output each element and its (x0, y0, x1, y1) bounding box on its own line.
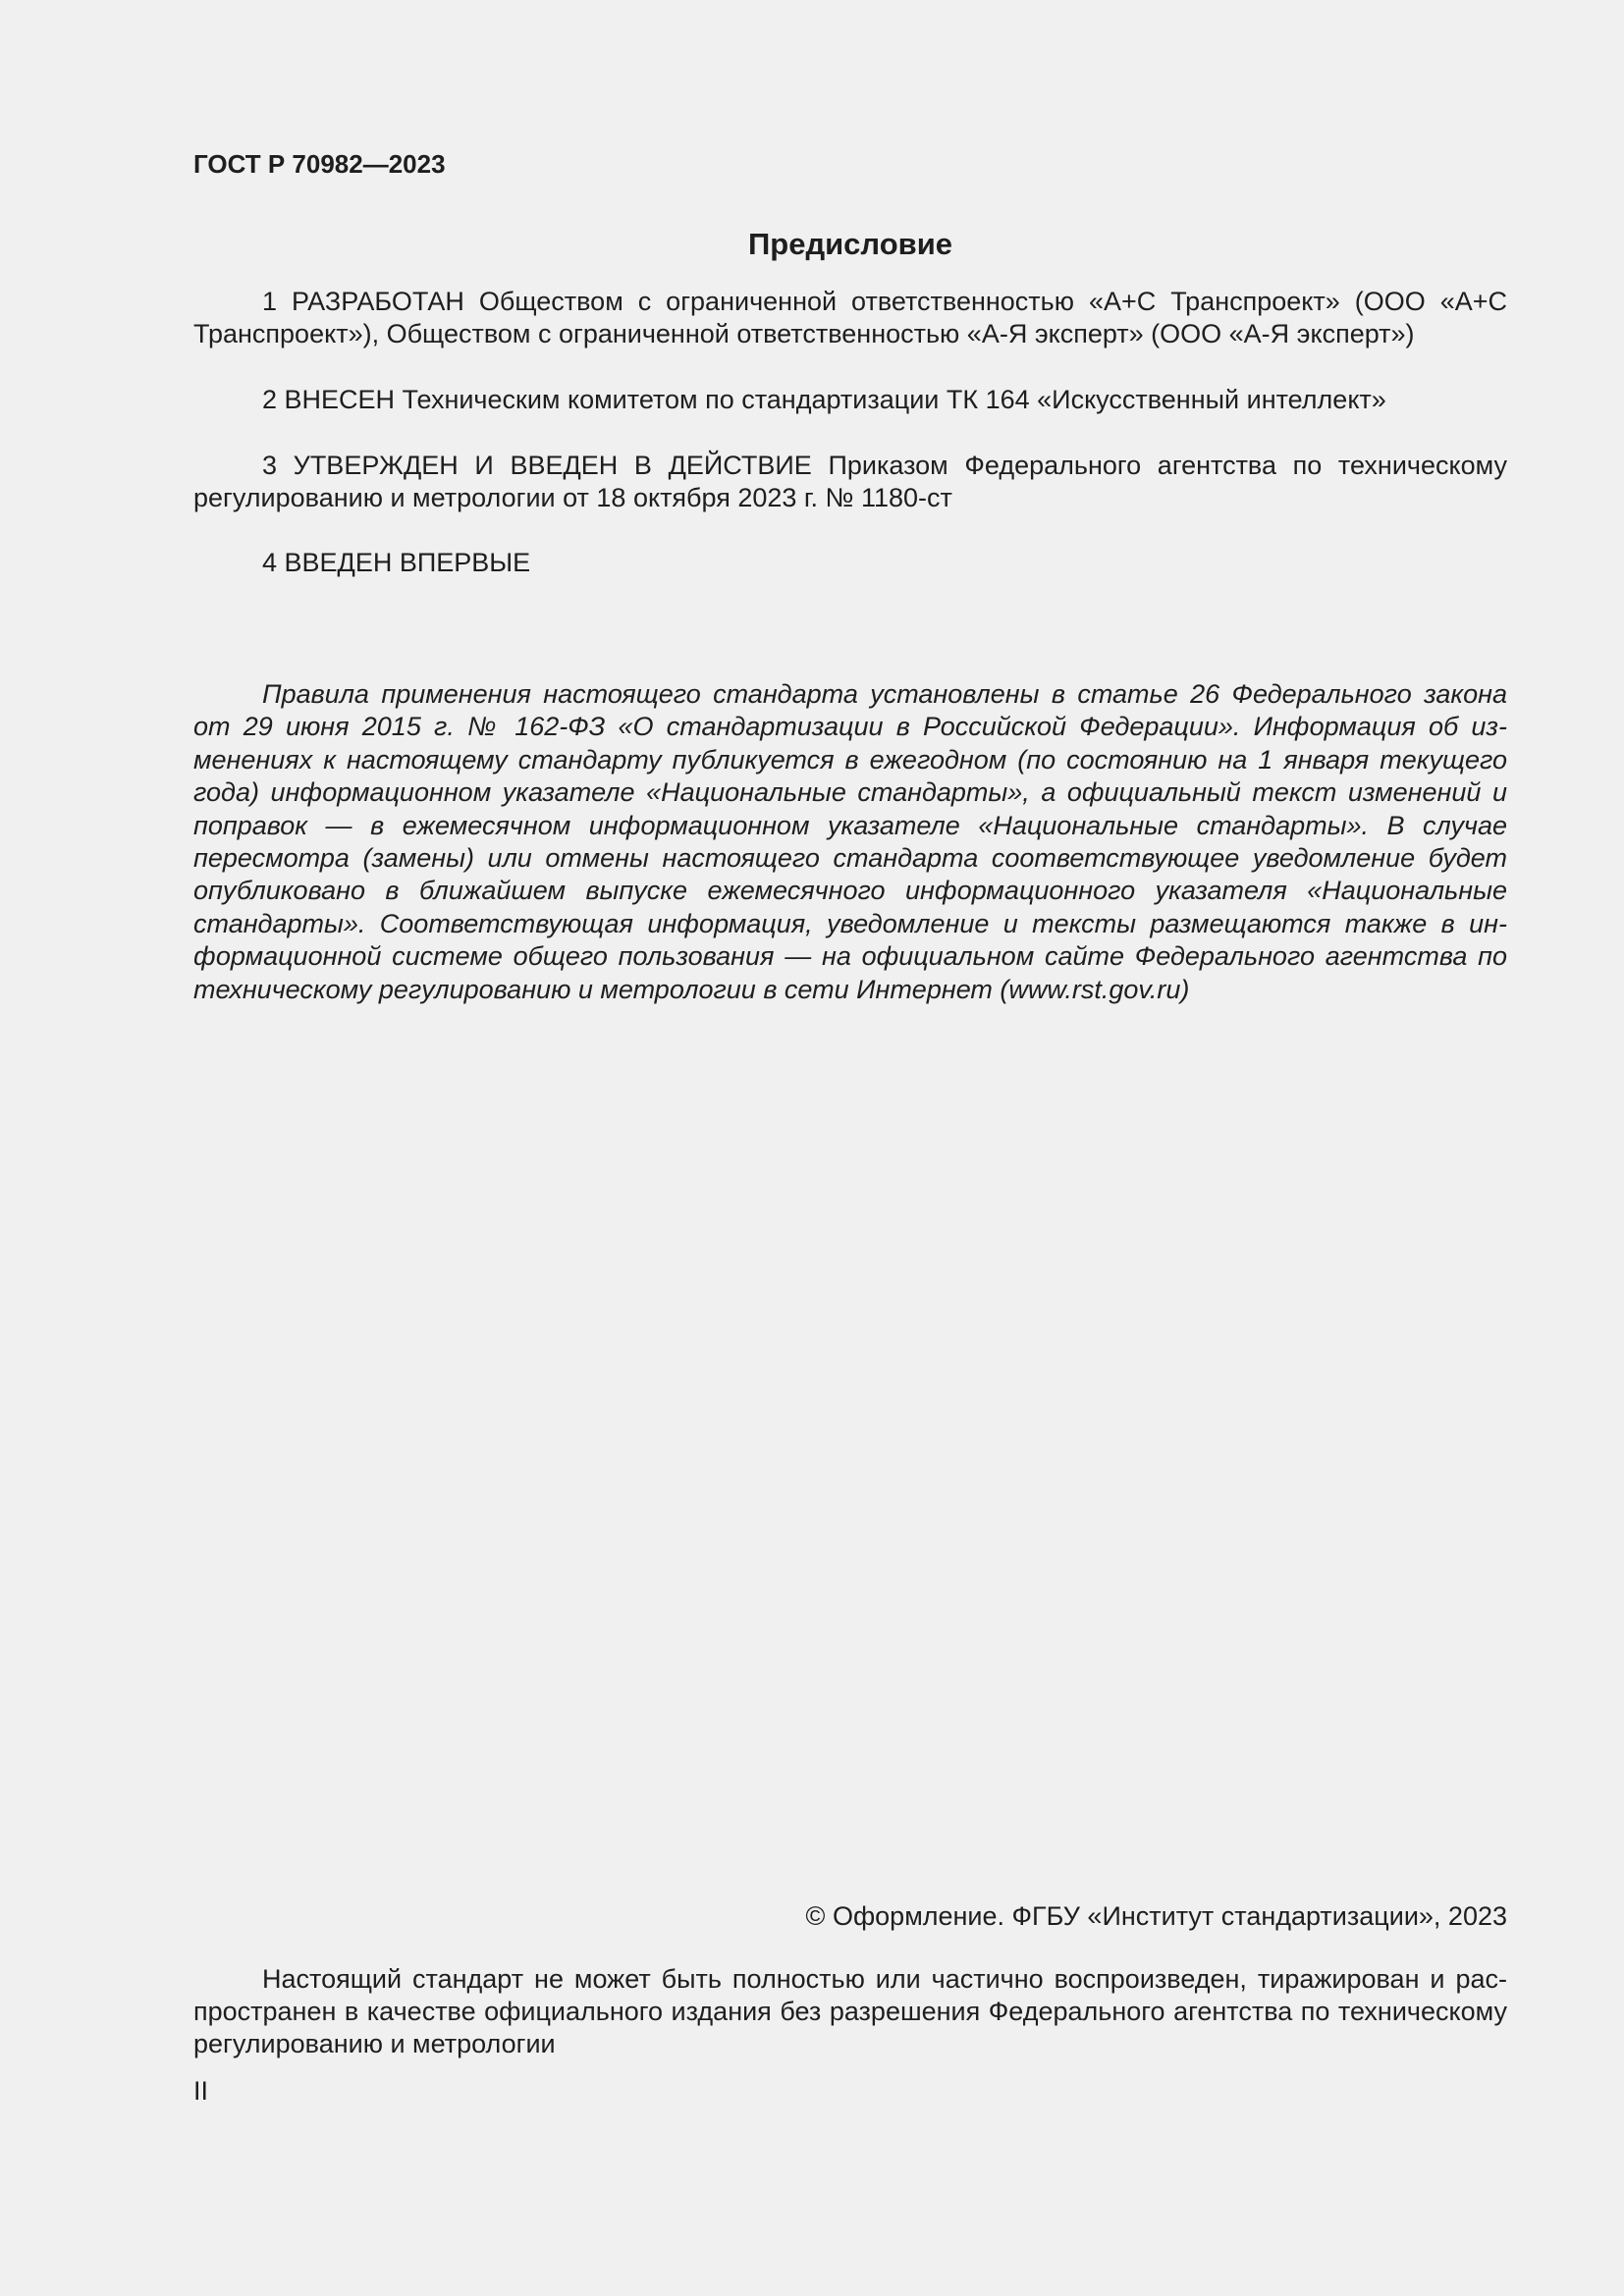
foreword-item-approved: 3 УТВЕРЖДЕН И ВВЕДЕН В ДЕЙСТВИЕ Приказом Федерального агентства по техническому регулированию и метрологии от 18 октября 2023 г. № 1180-ст (193, 451, 1507, 512)
foreword-item-introduced: 4 ВВЕДЕН ВПЕРВЫЕ (262, 548, 531, 577)
foreword-item-submitted: 2 ВНЕСЕН Техническим комитетом по стандартизации ТК 164 «Искусственный интеллект» (262, 385, 1386, 414)
foreword-item-developed: 1 РАЗРАБОТАН Обществом с ограниченной ответственностью «А+С Транспроект» (ООО «А+С Транспроект»), Обществом с ограниченной ответственностью «А-Я эксперт» (ООО «А-Я эксперт») (193, 287, 1507, 348)
foreword-title: Предисловие (747, 227, 952, 261)
page-number: II (193, 2076, 209, 2106)
document-code: ГОСТ Р 70982—2023 (193, 149, 446, 179)
document-page (193, 0, 1507, 2296)
rules-note: Правила применения настоящего стандарта установлены в статье 26 Федерального закона от 29 июня 2015 г. № 162-ФЗ «О стандартизации в Российской Федерации». Информация об изменениях к настоящему стандарту публикуется в ежегодном (по состоянию на 1 января текущего года) информационном указателе «Национальные стандарты», а официальный текст изменений и поправок — в ежемесячном информационном указателе «Национальные стандарты». В случае пересмотра (замены) или отмены настоящего стандарта соответствующее уведомление будет опубликовано в ближайшем выпуске ежемесячного информационного указателя «Национальные стандарты». Соответствующая информация, уведомление и тексты размещаются также в информационной системе общего пользования — на официальном сайте Федерального агентства по техническому регулированию и метрологии в сети Интернет (www.rst.gov.ru) (193, 679, 1507, 1004)
reproduction-notice: Настоящий стандарт не может быть полностью или частично воспроизведен, тиражирован и распространен в качестве официального издания без разрешения Федерального агентства по техническому регулированию и метрологии (193, 1964, 1507, 2058)
copyright-notice: © Оформление. ФГБУ «Институт стандартизации», 2023 (805, 1901, 1507, 1931)
